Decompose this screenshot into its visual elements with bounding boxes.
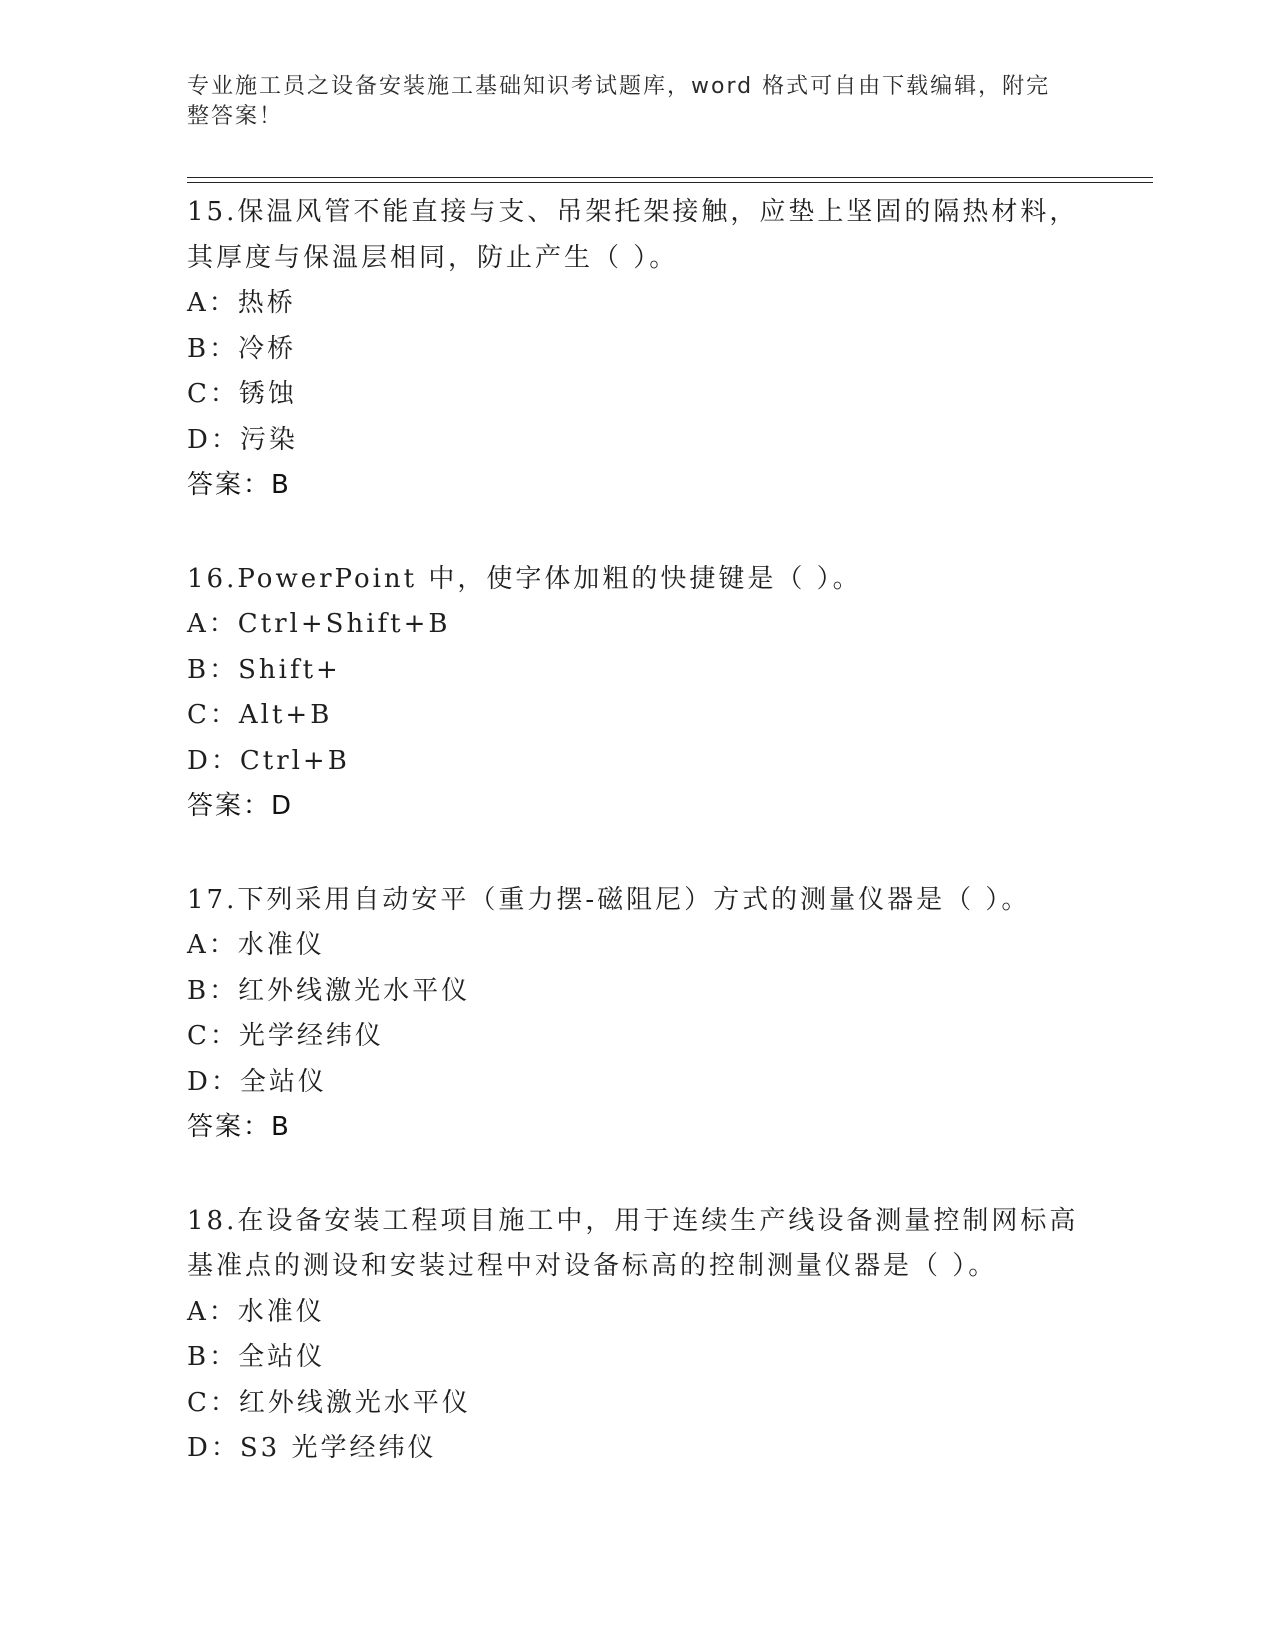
option-a: A：热桥 (187, 288, 296, 318)
question-stem: 15.保温风管不能直接与支、吊架托架接触，应垫上坚固的隔热材料， (187, 197, 1079, 227)
option-d: D：Ctrl+B (187, 745, 350, 776)
header-line-1: 专业施工员之设备安装施工基础知识考试题库，word 格式可自由下载编辑，附完 (187, 74, 1051, 99)
option-b: B：红外线激光水平仪 (187, 975, 471, 1006)
option-d: D：全站仪 (187, 1066, 327, 1097)
answer: 答案：D (187, 791, 294, 821)
option-c: C：Alt+B (187, 700, 333, 730)
option-b: B：全站仪 (187, 1342, 326, 1372)
question-15 (187, 190, 1087, 509)
question-stem: 18.在设备安装工程项目施工中，用于连续生产线设备测量控制网标高 (187, 1205, 1079, 1236)
question-list (187, 190, 1087, 1520)
option-a: A：Ctrl+Shift+B (187, 609, 451, 639)
option-a: A：水准仪 (187, 930, 325, 960)
question-stem: 16.PowerPoint 中，使字体加粗的快捷键是（ ）。 (187, 563, 862, 594)
question-stem-continued: 其厚度与保温层相同，防止产生（ ）。 (187, 242, 679, 273)
document-header (187, 72, 1067, 132)
question-stem: 17.下列采用自动安平（重力摆-磁阻尼）方式的测量仪器是（ ）。 (187, 884, 1031, 915)
option-d: D：污染 (187, 424, 298, 455)
question-17 (187, 878, 1087, 1151)
header-divider (187, 177, 1153, 183)
header-line-2: 整答案！ (187, 104, 284, 129)
answer: 答案：B (187, 470, 291, 500)
answer: 答案：B (187, 1112, 291, 1142)
option-b: B：冷桥 (187, 333, 297, 364)
option-a: A：水准仪 (187, 1296, 325, 1327)
option-c: C：光学经纬仪 (187, 1021, 384, 1051)
question-stem-continued: 基准点的测设和安装过程中对设备标高的控制测量仪器是（ ）。 (187, 1251, 998, 1281)
option-d: D：S3 光学经纬仪 (187, 1433, 437, 1463)
question-16 (187, 557, 1087, 830)
question-18 (187, 1199, 1087, 1472)
option-c: C：锈蚀 (187, 379, 297, 409)
option-b: B：Shift+ (187, 654, 341, 685)
option-c: C：红外线激光水平仪 (187, 1387, 471, 1418)
